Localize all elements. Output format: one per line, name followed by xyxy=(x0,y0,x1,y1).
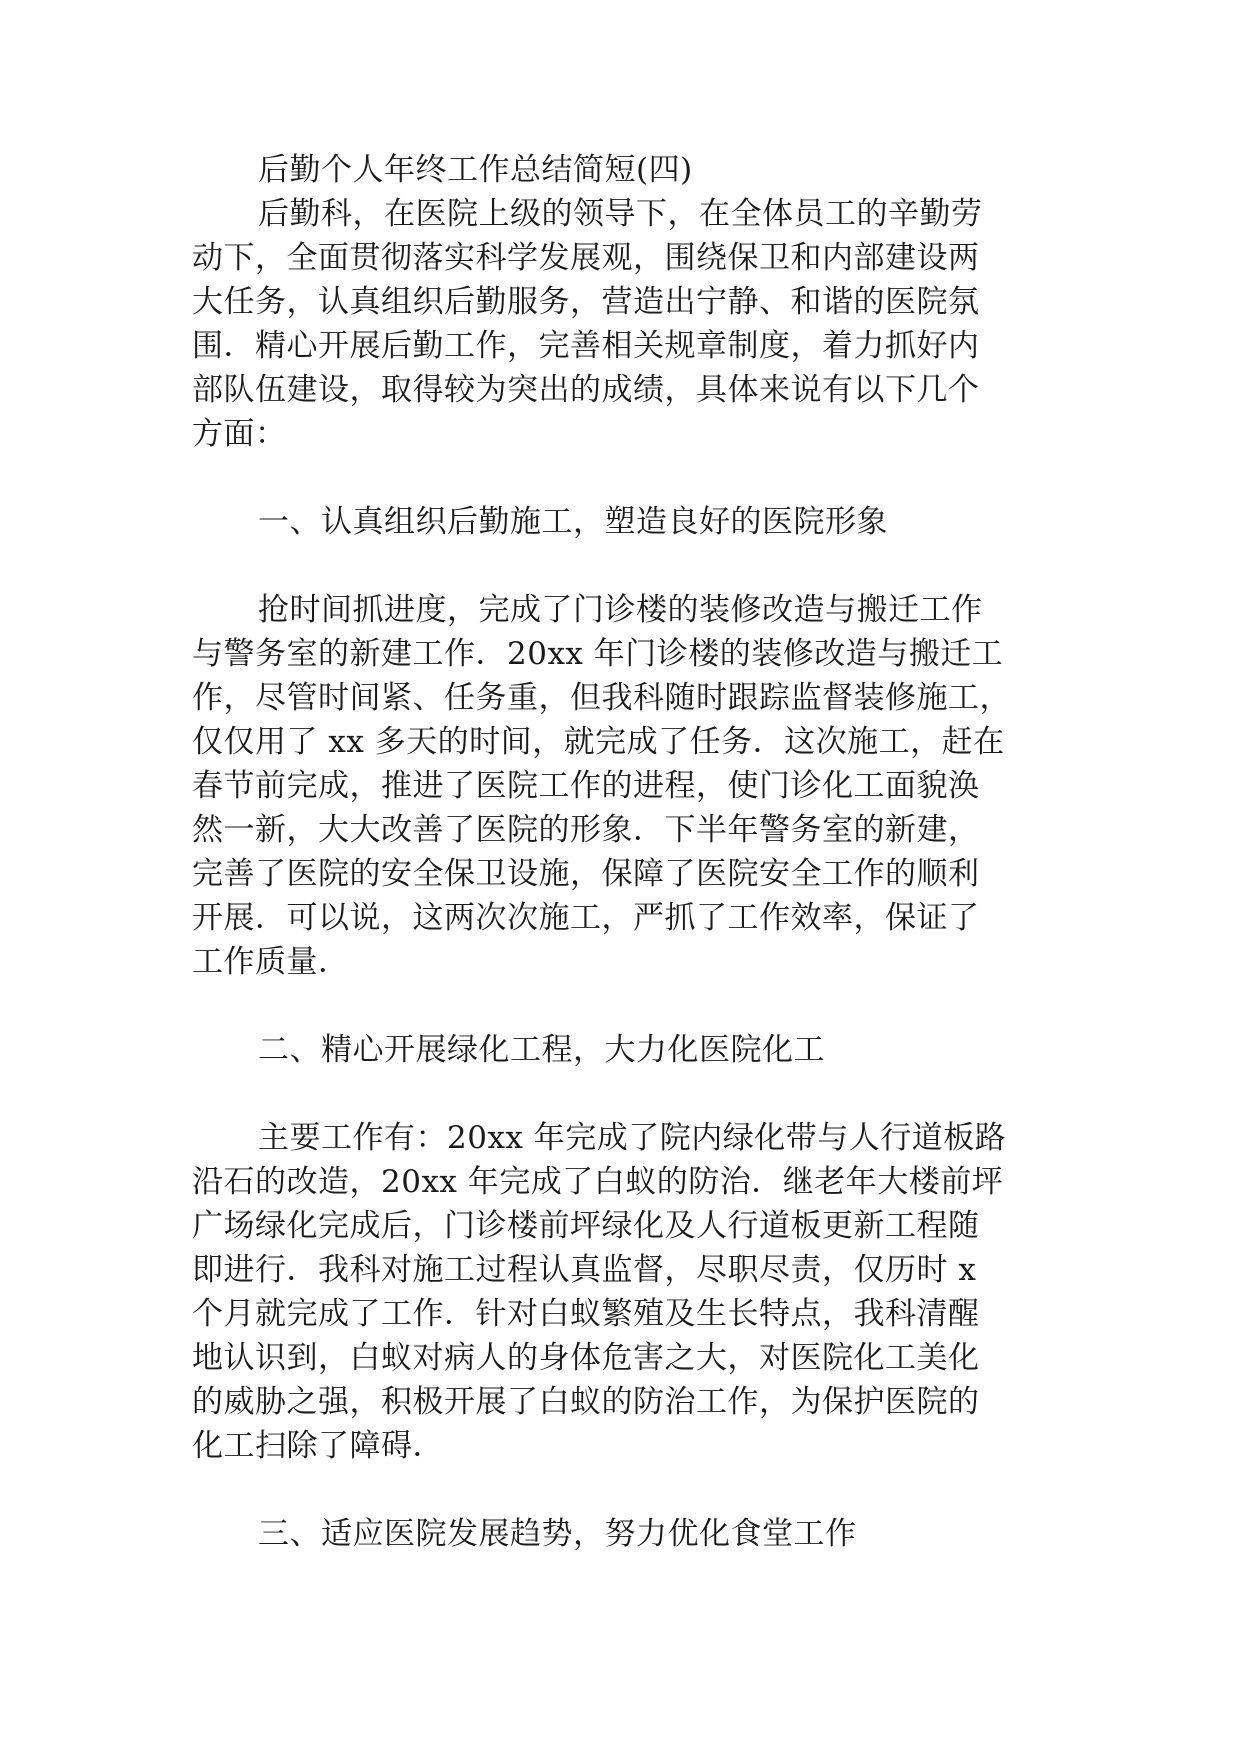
paragraph-line: 工作质量． xyxy=(192,944,350,980)
paragraph-line: 完善了医院的安全保卫设施，保障了医院安全工作的顺利 xyxy=(192,856,980,892)
paragraph-line: 开展．可以说，这两次次施工，严抓了工作效率，保证了 xyxy=(192,900,980,936)
paragraph-line: 大任务，认真组织后勤服务，营造出宁静、和谐的医院氛 xyxy=(192,284,980,320)
paragraph-line: 围．精心开展后勤工作，完善相关规章制度，着力抓好内 xyxy=(192,328,980,364)
intro-paragraph xyxy=(192,192,1052,456)
section-paragraph xyxy=(192,1116,1052,1468)
paragraph-line: 广场绿化完成后，门诊楼前坪绿化及人行道板更新工程随 xyxy=(192,1208,980,1244)
paragraph-line: 春节前完成，推进了医院工作的进程，使门诊化工面貌涣 xyxy=(192,768,980,804)
paragraph-line: 化工扫除了障碍． xyxy=(192,1428,444,1464)
paragraph-line: 的威胁之强，积极开展了白蚁的防治工作，为保护医院的 xyxy=(192,1384,980,1420)
paragraph-line: 部队伍建设，取得较为突出的成绩，具体来说有以下几个 xyxy=(192,372,980,408)
paragraph-line: 方面： xyxy=(192,416,287,452)
paragraph-line: 作，尽管时间紧、任务重，但我科随时跟踪监督装修施工， xyxy=(192,680,1011,716)
paragraph-line: 仅仅用了 xx 多天的时间，就完成了任务．这次施工，赶在 xyxy=(192,724,1005,760)
paragraph-line: 后勤科，在医院上级的领导下，在全体员工的辛勤劳 xyxy=(258,196,983,232)
section-heading: 三、适应医院发展趋势，努力优化食堂工作 xyxy=(258,1516,857,1552)
paragraph-line: 个月就完成了工作．针对白蚁繁殖及生长特点，我科清醒 xyxy=(192,1296,980,1332)
paragraph-line: 沿石的改造，20xx 年完成了白蚁的防治．继老年大楼前坪 xyxy=(192,1164,1004,1200)
paragraph-line: 地认识到，白蚁对病人的身体危害之大，对医院化工美化 xyxy=(192,1340,980,1376)
paragraph-line: 抢时间抓进度，完成了门诊楼的装修改造与搬迁工作 xyxy=(258,592,983,628)
paragraph-line: 然一新，大大改善了医院的形象．下半年警务室的新建， xyxy=(192,812,980,848)
document-page xyxy=(192,148,1052,1556)
paragraph-line: 与警务室的新建工作．20xx 年门诊楼的装修改造与搬迁工 xyxy=(192,636,1004,672)
paragraph-line: 即进行．我科对施工过程认真监督，尽职尽责，仅历时 x xyxy=(192,1252,977,1288)
section-paragraph xyxy=(192,588,1052,984)
section-heading: 二、精心开展绿化工程，大力化医院化工 xyxy=(258,1032,825,1068)
paragraph-line: 动下，全面贯彻落实科学发展观，围绕保卫和内部建设两 xyxy=(192,240,980,276)
document-title: 后勤个人年终工作总结简短(四) xyxy=(258,152,693,188)
section-heading: 一、认真组织后勤施工，塑造良好的医院形象 xyxy=(258,504,888,540)
paragraph-line: 主要工作有：20xx 年完成了院内绿化带与人行道板路 xyxy=(258,1120,1007,1156)
